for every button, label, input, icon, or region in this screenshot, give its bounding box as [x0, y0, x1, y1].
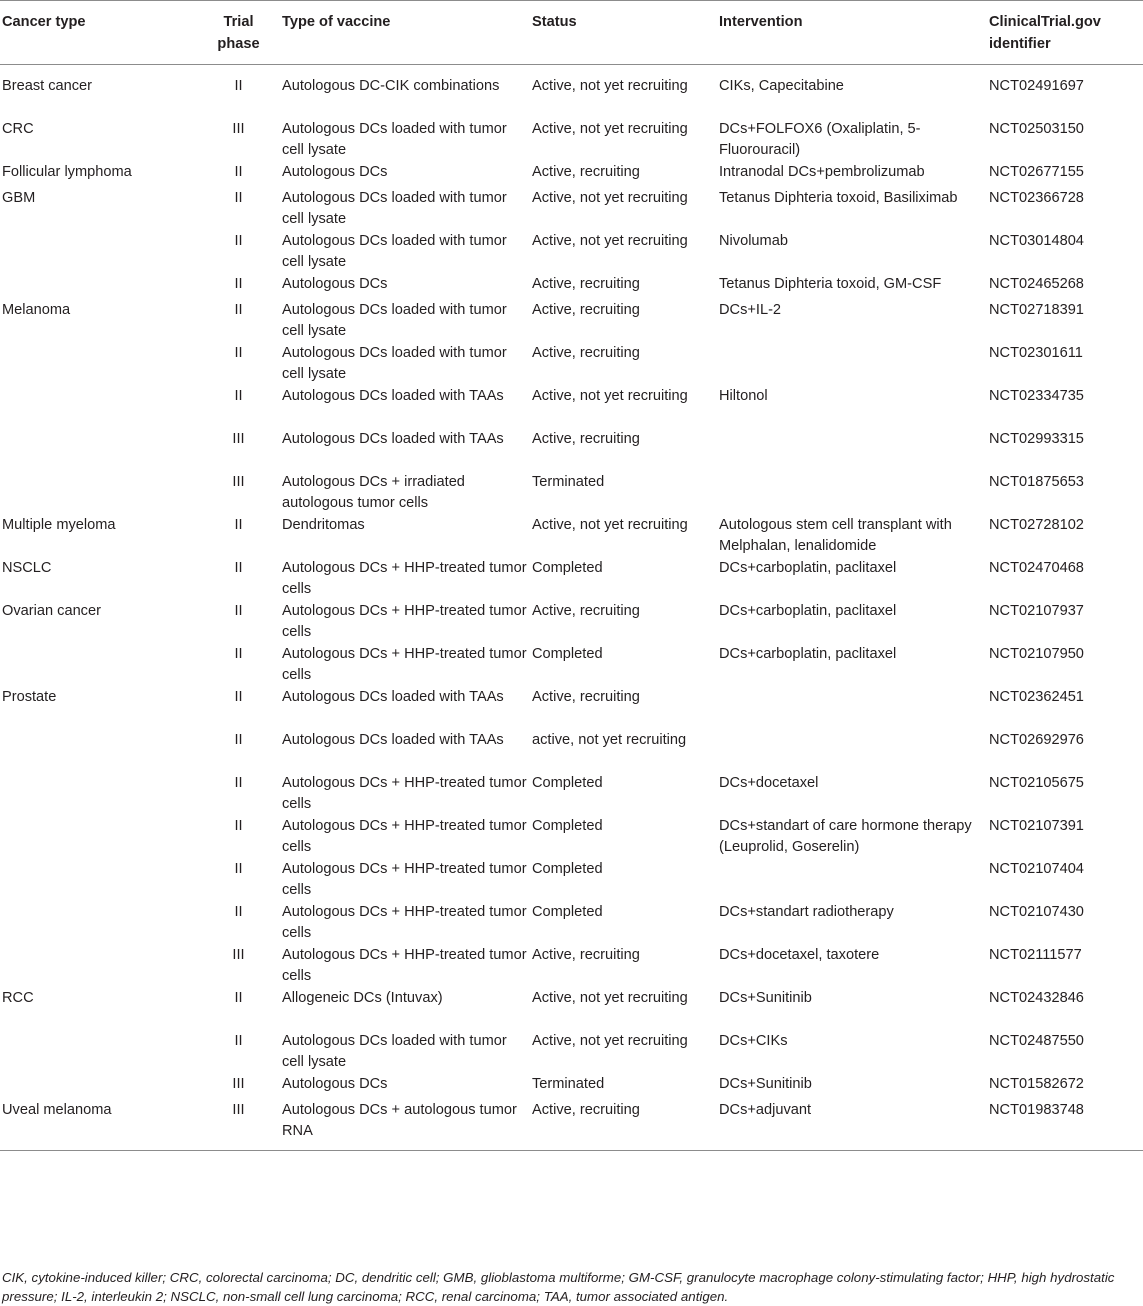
cell-intervention: Nivolumab: [719, 232, 788, 249]
cell-cancer-type: Multiple myeloma: [2, 516, 116, 533]
header-trial-phase: [197, 1, 280, 65]
header-trial-phase-line2: phase: [217, 35, 260, 52]
cell-vaccine-type: Autologous DCs loaded with tumor cell lysate: [282, 120, 507, 158]
header-cancer-type: Cancer type: [0, 1, 197, 65]
cell-status: Active, recruiting: [532, 163, 640, 180]
cell-vaccine-type: Autologous DCs: [282, 1075, 388, 1092]
cell-cancer-type: [0, 231, 197, 274]
cell-cancer-type: [0, 1074, 197, 1100]
cell-trial-phase: II: [234, 989, 243, 1006]
cell-vaccine-type: Autologous DCs + HHP-treated tumor cells: [282, 602, 527, 640]
cell-trial-phase: II: [234, 232, 243, 249]
cell-status: Completed: [532, 645, 603, 662]
cell-vaccine-type: Autologous DCs loaded with tumor cell lysate: [282, 301, 507, 339]
cell-trial-phase: II: [234, 344, 243, 361]
table-row: [0, 687, 1143, 730]
cell-identifier: NCT02465268: [989, 275, 1084, 292]
cell-identifier: NCT02491697: [989, 78, 1084, 94]
cell-status: Active, not yet recruiting: [532, 189, 688, 206]
cell-intervention: [717, 343, 987, 386]
cell-trial-phase: II: [234, 774, 243, 791]
cell-intervention: DCs+Sunitinib: [719, 989, 812, 1006]
cell-vaccine-type: Autologous DCs loaded with TAAs: [282, 387, 504, 404]
cell-identifier: NCT02107391: [989, 817, 1084, 834]
table-footnote: CIK, cytokine-induced killer; CRC, colorectal carcinoma; DC, dendritic cell; GMB, glioblastoma multiforme; GM-CSF, granulocyte macrophage colony-stimulating factor; HHP, high hydrostatic pressure; IL-2, interleukin 2; NSCLC, non-small cell lung carcinoma; RCC, renal carcinoma; TAA, tumor associated antigen.: [2, 1270, 1115, 1304]
cell-intervention: Autologous stem cell transplant with Melphalan, lenalidomide: [719, 516, 952, 554]
cell-identifier: NCT02470468: [989, 559, 1084, 576]
table-row: [0, 1031, 1143, 1074]
cell-vaccine-type: Autologous DCs loaded with tumor cell lysate: [282, 189, 507, 227]
cell-intervention: Intranodal DCs+pembrolizumab: [719, 163, 925, 180]
cell-cancer-type: GBM: [2, 189, 36, 206]
cell-vaccine-type: Autologous DCs loaded with TAAs: [282, 430, 504, 447]
cell-intervention: DCs+adjuvant: [717, 1100, 987, 1151]
cell-trial-phase: III: [232, 1075, 245, 1092]
cell-trial-phase: II: [234, 688, 243, 705]
cell-status: Terminated: [532, 473, 605, 490]
cell-cancer-type: [0, 644, 197, 687]
table-row: [0, 816, 1143, 859]
cell-cancer-type: [0, 1031, 197, 1074]
cell-vaccine-type: Autologous DCs + HHP-treated tumor cells: [282, 774, 527, 812]
cell-intervention: DCs+standart radiotherapy: [719, 903, 894, 920]
cell-cancer-type: Follicular lymphoma: [2, 163, 132, 180]
table-row: [0, 773, 1143, 816]
cell-status: Active, recruiting: [532, 275, 640, 292]
cell-vaccine-type: Autologous DCs loaded with tumor cell lysate: [282, 232, 507, 270]
cell-cancer-type: NSCLC: [2, 559, 52, 576]
cell-identifier: NCT02718391: [989, 301, 1084, 318]
cell-status: Active, not yet recruiting: [532, 989, 688, 1006]
cell-cancer-type: [0, 902, 197, 945]
cell-cancer-type: Melanoma: [2, 301, 71, 318]
cell-trial-phase: II: [234, 387, 243, 404]
cell-trial-phase: III: [232, 120, 245, 137]
cell-vaccine-type: Autologous DCs: [282, 163, 388, 180]
cell-intervention: DCs+Sunitinib: [719, 1075, 812, 1092]
cell-identifier: NCT01983748: [987, 1100, 1143, 1151]
cell-identifier: NCT02692976: [989, 731, 1084, 748]
cell-status: Completed: [532, 860, 603, 877]
cell-cancer-type: Ovarian cancer: [2, 602, 101, 619]
cell-identifier: NCT02111577: [989, 946, 1082, 963]
header-status: Status: [530, 1, 717, 65]
table-row: [0, 231, 1143, 274]
header-identifier-line2: identifier: [989, 35, 1051, 52]
cell-trial-phase: II: [234, 860, 243, 877]
cell-intervention: [717, 687, 987, 730]
header-identifier-line1: ClinicalTrial.gov: [989, 14, 1101, 30]
cell-status: Active, recruiting: [532, 344, 640, 361]
cell-vaccine-type: Autologous DCs loaded with TAAs: [282, 688, 504, 705]
cell-trial-phase: II: [234, 1032, 243, 1049]
cell-vaccine-type: Autologous DCs loaded with tumor cell lysate: [282, 344, 507, 382]
cell-status: Completed: [532, 774, 603, 791]
cell-intervention: [717, 730, 987, 773]
table-row: [0, 65, 1143, 119]
cell-trial-phase: II: [234, 731, 243, 748]
table-row: [0, 188, 1143, 231]
table-row: [0, 300, 1143, 343]
cell-status: Active, not yet recruiting: [532, 1032, 688, 1049]
cell-identifier: NCT02432846: [989, 989, 1084, 1006]
cell-status: Active, not yet recruiting: [532, 120, 688, 137]
cell-status: Active, not yet recruiting: [532, 387, 688, 404]
cell-intervention: Tetanus Diphteria toxoid, Basiliximab: [719, 189, 958, 206]
cell-identifier: NCT02107950: [989, 645, 1084, 662]
table-row: [0, 119, 1143, 162]
cell-trial-phase: III: [232, 946, 245, 963]
cell-vaccine-type: Autologous DC-CIK combinations: [282, 78, 500, 94]
header-intervention: Intervention: [717, 1, 987, 65]
cell-identifier: NCT02107937: [989, 602, 1084, 619]
cell-intervention: [717, 472, 987, 515]
table-row: [0, 1100, 1143, 1151]
cell-intervention: Tetanus Diphteria toxoid, GM-CSF: [719, 275, 942, 292]
cell-intervention: CIKs, Capecitabine: [719, 78, 844, 94]
cell-vaccine-type: Autologous DCs + irradiated autologous tumor cells: [282, 473, 465, 511]
cell-trial-phase: II: [234, 559, 243, 576]
cell-intervention: DCs+docetaxel, taxotere: [719, 946, 880, 963]
cell-cancer-type: RCC: [2, 989, 34, 1006]
cell-trial-phase: II: [234, 903, 243, 920]
header-trial-phase-line1: Trial: [223, 14, 254, 30]
table-body: [0, 65, 1143, 1151]
cell-vaccine-type: Autologous DCs loaded with tumor cell lysate: [282, 1032, 507, 1070]
cell-vaccine-type: Autologous DCs + HHP-treated tumor cells: [282, 559, 527, 597]
cell-cancer-type: Breast cancer: [2, 78, 93, 94]
cell-trial-phase: II: [234, 275, 243, 292]
table-row: [0, 343, 1143, 386]
cell-cancer-type: [0, 343, 197, 386]
cell-identifier: NCT02107404: [989, 860, 1084, 877]
cell-vaccine-type: Allogeneic DCs (Intuvax): [282, 989, 443, 1006]
cell-cancer-type: [0, 472, 197, 515]
cell-intervention: DCs+CIKs: [719, 1032, 788, 1049]
cell-vaccine-type: Autologous DCs + HHP-treated tumor cells: [282, 817, 527, 855]
header-vaccine-type: Type of vaccine: [280, 1, 530, 65]
cell-trial-phase: II: [234, 516, 243, 533]
cell-trial-phase: II: [234, 78, 243, 94]
cell-status: Completed: [532, 559, 603, 576]
cell-identifier: NCT02993315: [989, 430, 1084, 447]
cell-identifier: NCT02503150: [989, 120, 1084, 137]
cell-cancer-type: [0, 429, 197, 472]
cell-cancer-type: [0, 773, 197, 816]
table-row: [0, 988, 1143, 1031]
cell-status: Active, not yet recruiting: [532, 232, 688, 249]
cell-status: Active, recruiting: [530, 1100, 717, 1151]
cell-intervention: [717, 429, 987, 472]
cell-cancer-type: [0, 274, 197, 300]
cell-cancer-type: [0, 945, 197, 988]
table-header: [0, 1, 1143, 65]
table-row: [0, 601, 1143, 644]
cell-status: Active, recruiting: [532, 946, 640, 963]
cell-cancer-type: [0, 386, 197, 429]
cell-identifier: NCT02105675: [989, 774, 1084, 791]
table-row: [0, 515, 1143, 558]
cell-trial-phase: II: [234, 301, 243, 318]
table-row: [0, 386, 1143, 429]
table-row: [0, 1074, 1143, 1100]
cell-intervention: DCs+standart of care hormone therapy (Leuprolid, Goserelin): [719, 817, 972, 855]
cell-trial-phase: II: [234, 189, 243, 206]
cell-identifier: NCT02366728: [989, 189, 1084, 206]
cell-status: Active, recruiting: [532, 602, 640, 619]
cell-trial-phase: III: [232, 430, 245, 447]
cell-identifier: NCT02334735: [989, 387, 1084, 404]
cell-identifier: NCT02107430: [989, 903, 1084, 920]
cell-trial-phase: II: [234, 645, 243, 662]
header-identifier: [987, 1, 1143, 65]
cell-identifier: NCT02301611: [989, 344, 1083, 361]
cell-vaccine-type: Autologous DCs loaded with TAAs: [282, 731, 504, 748]
cell-trial-phase: II: [234, 817, 243, 834]
cell-intervention: DCs+docetaxel: [719, 774, 819, 791]
cell-identifier: NCT02362451: [989, 688, 1084, 705]
cell-vaccine-type: Autologous DCs + HHP-treated tumor cells: [282, 946, 527, 984]
header-row: [0, 1, 1143, 65]
cell-trial-phase: II: [234, 602, 243, 619]
table-row: [0, 730, 1143, 773]
table-row: [0, 902, 1143, 945]
cell-vaccine-type: Dendritomas: [282, 516, 365, 533]
table-row: [0, 162, 1143, 188]
table-row: [0, 644, 1143, 687]
cell-cancer-type: CRC: [2, 120, 34, 137]
cell-status: Active, recruiting: [532, 301, 640, 318]
cell-intervention: Hiltonol: [719, 387, 768, 404]
cell-status: Active, not yet recruiting: [532, 516, 688, 533]
cell-trial-phase: II: [234, 163, 243, 180]
cell-cancer-type: [0, 730, 197, 773]
cell-identifier: NCT02728102: [989, 516, 1084, 533]
cell-identifier: NCT02677155: [989, 163, 1084, 180]
cell-cancer-type: [0, 816, 197, 859]
table-row: [0, 558, 1143, 601]
cell-vaccine-type: Autologous DCs + HHP-treated tumor cells: [282, 903, 527, 941]
table-row: [0, 945, 1143, 988]
cell-intervention: DCs+IL-2: [719, 301, 782, 318]
cell-identifier: NCT02487550: [989, 1032, 1084, 1049]
cell-identifier: NCT01875653: [989, 473, 1084, 490]
cell-status: active, not yet recruiting: [532, 731, 687, 748]
cell-intervention: DCs+FOLFOX6 (Oxaliplatin, 5-Fluorouracil): [719, 120, 921, 158]
cell-vaccine-type: Autologous DCs + autologous tumor RNA: [280, 1100, 530, 1151]
cell-vaccine-type: Autologous DCs + HHP-treated tumor cells: [282, 860, 527, 898]
cell-status: Active, recruiting: [532, 688, 640, 705]
cell-intervention: DCs+carboplatin, paclitaxel: [719, 645, 897, 662]
cell-status: Active, recruiting: [532, 430, 640, 447]
cell-status: Completed: [532, 817, 603, 834]
cell-status: Terminated: [532, 1075, 605, 1092]
cell-trial-phase: III: [197, 1100, 280, 1151]
table-row: [0, 859, 1143, 902]
table-row: [0, 472, 1143, 515]
cell-intervention: DCs+carboplatin, paclitaxel: [719, 559, 897, 576]
cell-identifier: NCT03014804: [989, 232, 1084, 249]
cell-vaccine-type: Autologous DCs + HHP-treated tumor cells: [282, 645, 527, 683]
cell-identifier: NCT01582672: [989, 1075, 1084, 1092]
cell-status: Active, not yet recruiting: [532, 78, 688, 94]
cell-intervention: [717, 859, 987, 902]
cell-vaccine-type: Autologous DCs: [282, 275, 388, 292]
cell-status: Completed: [532, 903, 603, 920]
cell-intervention: DCs+carboplatin, paclitaxel: [719, 602, 897, 619]
cell-trial-phase: III: [232, 473, 245, 490]
table-row: [0, 274, 1143, 300]
table-row: [0, 429, 1143, 472]
cell-cancer-type: [0, 859, 197, 902]
cell-cancer-type: Prostate: [2, 688, 57, 705]
cell-cancer-type: Uveal melanoma: [0, 1100, 197, 1151]
